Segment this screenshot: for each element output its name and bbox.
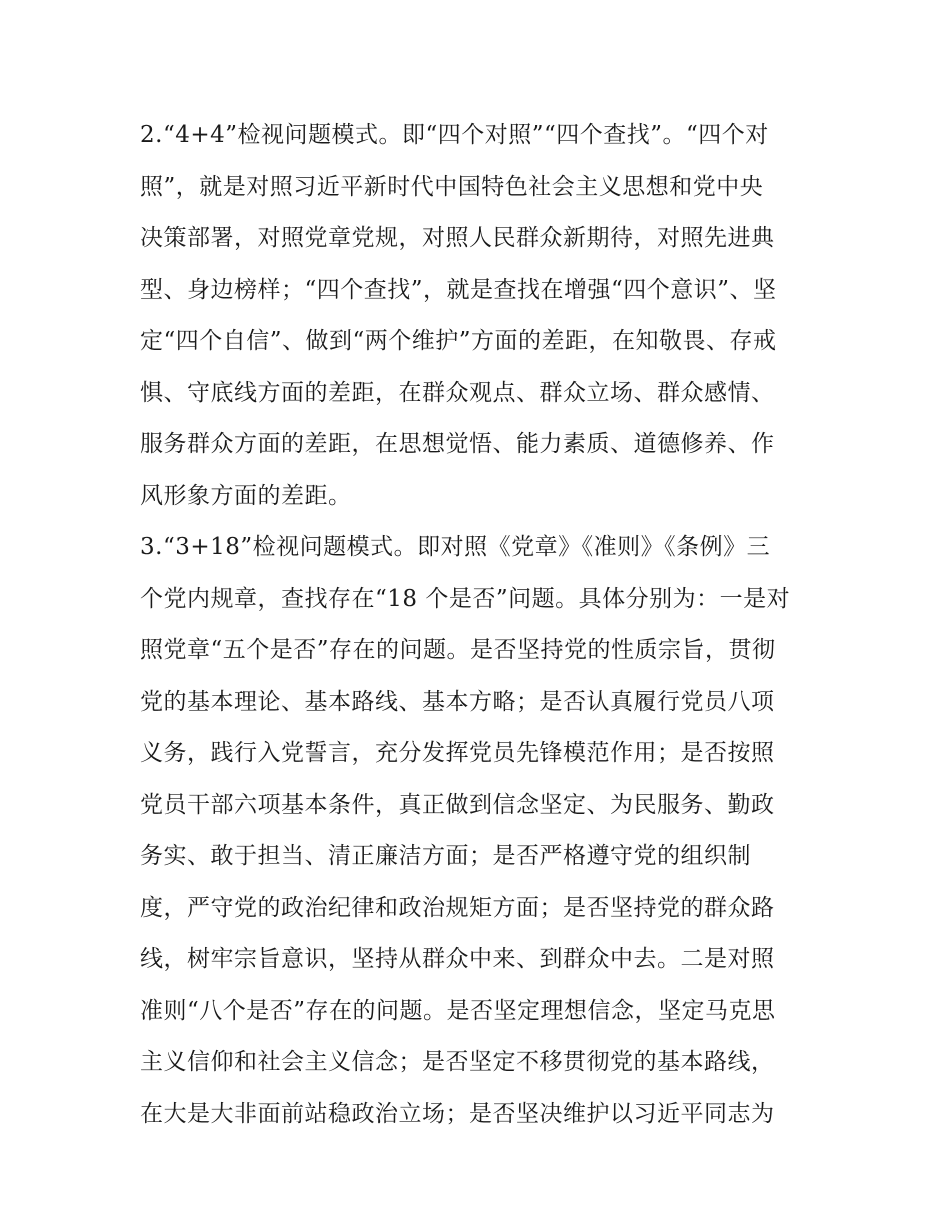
- text-line: 主义信仰和社会主义信念；是否坚定不移贯彻党的基本路线，: [140, 1049, 775, 1075]
- text-line: 义务，践行入党誓言，充分发挥党员先锋模范作用；是否按照: [140, 740, 775, 766]
- text-line: 照”，就是对照习近平新时代中国特色社会主义思想和党中央: [140, 173, 764, 200]
- paragraph-4plus4-model: [140, 110, 815, 522]
- paragraph-3plus18-model: [140, 522, 815, 1140]
- text-line: 惧、守底线方面的差距，在群众观点、群众立场、群众感情、: [140, 379, 775, 406]
- text-line: 2.“4+4”检视问题模式。即“四个对照”“四个查找”。“四个对: [140, 122, 769, 148]
- text-line: 务实、敢于担当、清正廉洁方面；是否严格遵守党的组织制: [140, 843, 751, 869]
- text-line: 型、身边榜样；“四个查找”，就是查找在增强“四个意识”、坚: [140, 276, 777, 303]
- text-line: 照党章“五个是否”存在的问题。是否坚持党的性质宗旨，贯彻: [140, 637, 776, 663]
- text-line: 线，树牢宗旨意识，坚持从群众中来、到群众中去。二是对照: [140, 946, 775, 972]
- text-line: 在大是大非面前站稳政治立场；是否坚决维护以习近平同志为: [140, 1100, 775, 1127]
- text-line: 定“四个自信”、做到“两个维护”方面的差距，在知敬畏、存戒: [140, 328, 777, 354]
- text-line: 党员干部六项基本条件，真正做到信念坚定、为民服务、勤政: [140, 791, 775, 818]
- text-line: 党的基本理论、基本路线、基本方略；是否认真履行党员八项: [140, 688, 775, 715]
- text-line: 决策部署，对照党章党规，对照人民群众新期待，对照先进典: [140, 225, 775, 251]
- text-line: 3.“3+18”检视问题模式。即对照《党章》《准则》《条例》三: [140, 534, 771, 560]
- document-body: [140, 110, 815, 1140]
- text-line: 服务群众方面的差距，在思想觉悟、能力素质、道德修养、作: [140, 431, 775, 457]
- text-line: 度，严守党的政治纪律和政治规矩方面；是否坚持党的群众路: [140, 894, 775, 921]
- text-line: 个党内规章，查找存在“18 个是否”问题。具体分别为：一是对: [140, 585, 791, 612]
- text-line: 风形象方面的差距。: [140, 482, 352, 509]
- text-line: 准则“八个是否”存在的问题。是否坚定理想信念，坚定马克思: [140, 997, 776, 1024]
